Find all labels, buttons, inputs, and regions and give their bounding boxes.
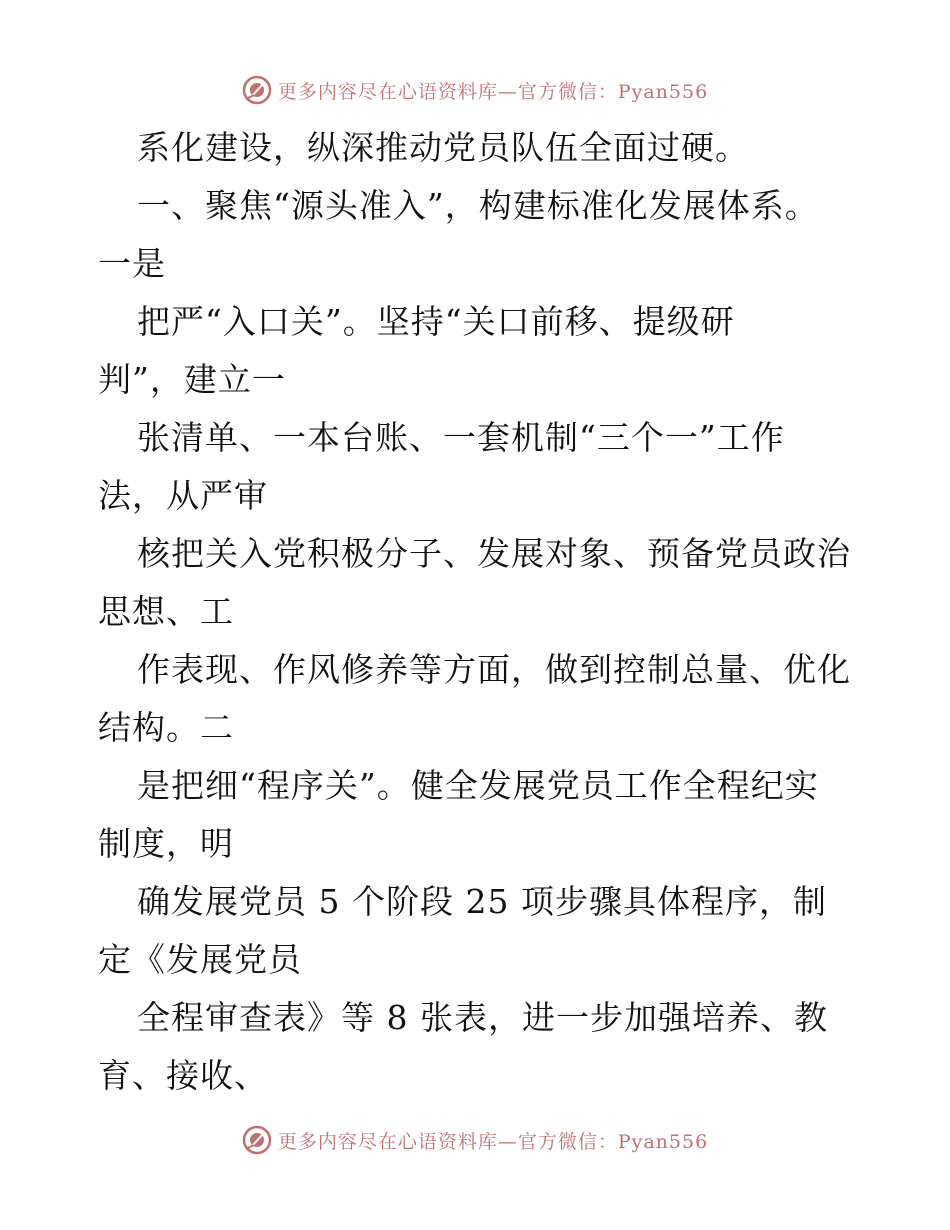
footer-watermark-text: 更多内容尽在心语资料库—官方微信：Pyan556 <box>277 1130 709 1153</box>
text-line: 定《发展党员 <box>98 940 302 979</box>
text-line: 思想、工 <box>98 592 234 631</box>
text-line: 系化建设，纵深推动党员队伍全面过硬。 <box>137 128 749 167</box>
text-line: 全程审查表》等 8 张表，进一步加强培养、教 <box>137 998 828 1037</box>
footer-watermark <box>0 1120 950 1160</box>
header-watermark-text: 更多内容尽在心语资料库—官方微信：Pyan556 <box>277 80 709 103</box>
text-line: 制度，明 <box>98 824 234 863</box>
seal-logo-icon <box>242 1125 272 1155</box>
text-line: 判”，建立一 <box>98 360 286 399</box>
text-line: 是把细“程序关”。健全发展党员工作全程纪实 <box>137 766 819 805</box>
text-line: 把严“入口关”。坚持“关口前移、提级研 <box>137 302 735 341</box>
text-line: 确发展党员 5 个阶段 25 项步骤具体程序，制 <box>137 882 827 921</box>
text-line: 一、聚焦“源头准入”，构建标准化发展体系。 <box>137 186 819 225</box>
text-line: 核把关入党积极分子、发展对象、预备党员政治 <box>137 534 851 573</box>
text-line: 作表现、作风修养等方面，做到控制总量、优化 <box>137 650 851 689</box>
text-line: 一是 <box>98 244 166 283</box>
text-line: 结构。二 <box>98 708 234 747</box>
text-line: 张清单、一本台账、一套机制“三个一”工作 <box>137 418 785 457</box>
text-line: 法，从严审 <box>98 476 268 515</box>
text-line: 育、接收、 <box>98 1056 268 1095</box>
